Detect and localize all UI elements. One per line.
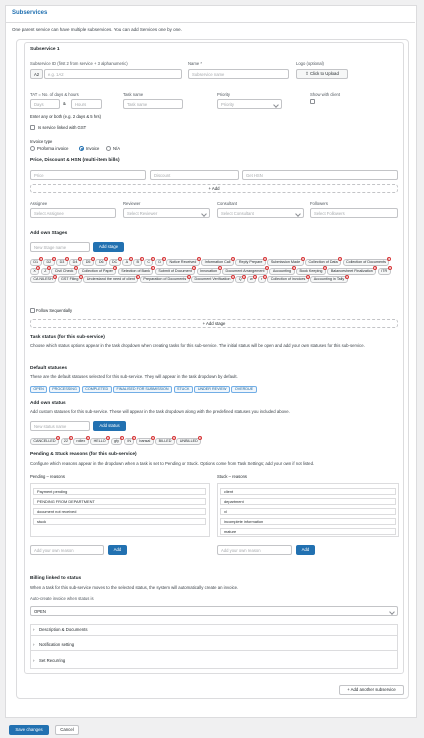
chip-label: D5 bbox=[85, 260, 91, 264]
assignee-select[interactable]: Select Assignee bbox=[30, 208, 116, 218]
stage-chip bbox=[83, 276, 138, 283]
chip-label: Understand the need of client bbox=[86, 277, 135, 282]
invoice-option-invoice: Invoice bbox=[86, 146, 100, 151]
add-stuck-reason-button[interactable]: Add bbox=[296, 545, 315, 555]
price-heading: Price, Discount & HSN (multi-item bills) bbox=[30, 158, 120, 163]
upload-logo-button[interactable] bbox=[296, 69, 348, 79]
reason-item[interactable]: client bbox=[220, 488, 396, 495]
reviewer-label: Reviewer bbox=[123, 201, 141, 206]
chip-label: CA NILESH bbox=[33, 277, 53, 282]
tat-ampersand: & bbox=[63, 101, 66, 106]
chip-label: GST Filing bbox=[61, 277, 79, 282]
tat-hours-input[interactable]: Hours bbox=[71, 99, 102, 109]
save-changes-button[interactable]: Save changes bbox=[9, 725, 49, 735]
remove-chip-icon[interactable]: × bbox=[114, 266, 117, 270]
stage-chip bbox=[78, 268, 116, 275]
tat-label: TAT = No. of days & hours bbox=[30, 92, 79, 97]
stage-chip bbox=[176, 438, 201, 445]
reason-item[interactable]: incomplete information bbox=[220, 518, 396, 525]
stage-chip bbox=[343, 259, 390, 266]
stage-chip bbox=[267, 259, 303, 266]
remove-chip-icon[interactable]: × bbox=[107, 436, 110, 441]
own-status-desc: Add custom statuses for this sub-service. These will appear in the task dropdown along with the predefined statuses you included above. bbox=[30, 409, 290, 414]
remove-chip-icon[interactable]: × bbox=[199, 436, 202, 441]
subservice-title: Subservice 1 bbox=[30, 47, 60, 52]
remove-chip-icon[interactable]: × bbox=[345, 274, 348, 279]
chip-label: X bbox=[33, 268, 36, 273]
chip-label: STUCK bbox=[176, 387, 190, 391]
stage-chip bbox=[69, 259, 81, 266]
remove-chip-icon[interactable]: × bbox=[162, 257, 165, 262]
subservice-id-label: Subservice ID (first 2 from service + 3 alphanumeric) bbox=[30, 61, 128, 66]
stage-chip bbox=[269, 268, 294, 275]
chip-label: A bbox=[125, 260, 129, 264]
stage-chip bbox=[133, 259, 142, 266]
reason-item[interactable]: PENDING FROM DEPARTMENT bbox=[33, 498, 206, 505]
accordion-notification[interactable] bbox=[30, 639, 398, 651]
chip-label: Selection of Bank bbox=[121, 268, 150, 273]
remove-chip-icon[interactable]: × bbox=[79, 257, 81, 262]
remove-chip-icon[interactable]: × bbox=[54, 274, 57, 279]
chip-label: OVERDUE bbox=[234, 387, 254, 391]
chip-label: DC bbox=[111, 260, 118, 264]
accordion-description[interactable] bbox=[30, 624, 398, 636]
chip-label: Accounting bbox=[272, 268, 292, 273]
add-price-row-button[interactable]: + Add bbox=[30, 184, 398, 193]
priority-label: Priority bbox=[217, 92, 231, 97]
show-client-label: Show with client bbox=[310, 92, 341, 97]
logo-label: Logo (optional) bbox=[296, 61, 324, 66]
remove-chip-icon[interactable]: × bbox=[374, 266, 377, 270]
remove-chip-icon[interactable]: × bbox=[307, 274, 309, 279]
status-chip bbox=[231, 386, 256, 393]
stage-chip bbox=[267, 276, 308, 283]
reason-item[interactable]: xl bbox=[220, 508, 396, 515]
reason-item[interactable]: stuck bbox=[33, 518, 206, 525]
status-chip bbox=[174, 386, 193, 393]
cancel-button[interactable]: Cancel bbox=[55, 725, 79, 735]
stage-chip bbox=[90, 438, 109, 445]
gst-label: Is service linked with GST bbox=[38, 125, 87, 130]
name-input[interactable]: Subservice name bbox=[188, 69, 289, 79]
remove-chip-icon[interactable]: × bbox=[37, 266, 40, 270]
chip-label: Balancesheet Finalization bbox=[330, 268, 373, 273]
follow-sequentially-label: Follow Sequentially bbox=[36, 308, 73, 313]
status-chip bbox=[194, 386, 229, 393]
accordion-recurring[interactable] bbox=[30, 655, 398, 667]
stage-chip bbox=[30, 259, 42, 266]
stage-chip bbox=[111, 438, 123, 445]
default-status-heading: Default statuses bbox=[30, 366, 68, 371]
remove-chip-icon[interactable]: × bbox=[52, 257, 55, 262]
chip-label: Accounting in Tally bbox=[313, 277, 345, 282]
add-another-subservice-button[interactable]: + Add another subservice bbox=[339, 685, 404, 695]
remove-chip-icon[interactable]: × bbox=[264, 274, 266, 279]
show-client-checkbox[interactable] bbox=[310, 99, 315, 104]
reviewer-select[interactable]: Select Reviewer bbox=[123, 208, 210, 218]
chip-label: UNBILLED bbox=[179, 439, 198, 443]
remove-chip-icon[interactable]: × bbox=[232, 257, 234, 262]
stage-chip bbox=[140, 276, 190, 283]
own-status-heading: Add own status bbox=[30, 401, 66, 406]
divider bbox=[5, 22, 415, 23]
price-input[interactable]: Price bbox=[30, 170, 146, 180]
stage-chip bbox=[109, 259, 121, 266]
stage-chip bbox=[191, 276, 234, 283]
stage-chip bbox=[155, 259, 164, 266]
remove-chip-icon[interactable]: × bbox=[48, 266, 50, 270]
remove-chip-icon[interactable]: × bbox=[151, 436, 154, 441]
chevron-right-icon: › bbox=[33, 642, 35, 647]
stage-chip bbox=[201, 259, 234, 266]
stage-chip bbox=[235, 276, 245, 283]
followers-select[interactable]: Select Followers bbox=[310, 208, 398, 218]
name-label: Name * bbox=[188, 61, 202, 66]
reason-item[interactable]: Payment pending bbox=[33, 488, 206, 495]
remove-chip-icon[interactable]: × bbox=[266, 266, 268, 270]
invoice-radio-proforma[interactable] bbox=[30, 146, 35, 151]
stage-chip bbox=[166, 259, 200, 266]
consultant-label: Consultant bbox=[217, 201, 238, 206]
upload-icon: ⇪ bbox=[305, 71, 310, 76]
stage-chip bbox=[61, 438, 72, 445]
remove-chip-icon[interactable]: × bbox=[187, 274, 190, 279]
stage-chip bbox=[197, 268, 221, 275]
remove-chip-icon[interactable]: × bbox=[301, 257, 304, 262]
chevron-right-icon: › bbox=[33, 627, 35, 632]
default-status-list bbox=[30, 386, 400, 393]
stage-chip bbox=[310, 276, 347, 283]
assignee-label: Assignee bbox=[30, 201, 48, 206]
stage-chip bbox=[296, 268, 326, 275]
pending-desc: Configure which reasons appear in the dropdown when a task is set to Pending or Stuck. Options come from Task Settings; add your own if not listed. bbox=[30, 461, 315, 466]
status-chip bbox=[30, 386, 47, 393]
remove-chip-icon[interactable]: × bbox=[69, 436, 72, 441]
remove-chip-icon[interactable]: × bbox=[218, 266, 221, 270]
status-name-input[interactable]: New status name bbox=[30, 421, 90, 431]
remove-chip-icon[interactable]: × bbox=[92, 257, 94, 262]
chip-label: UNDER REVIEW bbox=[197, 387, 227, 391]
billing-desc: When a task for this sub-service moves to the selected status, the system will automatically create an invoice. bbox=[30, 585, 239, 590]
remove-chip-icon[interactable]: × bbox=[324, 266, 326, 270]
chip-label: Q bbox=[238, 277, 242, 282]
billing-heading: Billing linked to status bbox=[30, 576, 82, 581]
chevron-right-icon: › bbox=[33, 658, 35, 663]
stage-chip bbox=[30, 276, 56, 283]
chip-label: Book Keeping bbox=[299, 268, 323, 273]
add-stage-button[interactable]: Add stage bbox=[93, 242, 124, 252]
stage-chip bbox=[30, 268, 39, 275]
stuck-reasons-label: Stuck – reasons bbox=[217, 474, 248, 479]
stage-chip bbox=[122, 259, 131, 266]
remove-chip-icon[interactable]: × bbox=[65, 257, 68, 262]
chip-label: D3 bbox=[59, 260, 65, 264]
remove-chip-icon[interactable]: × bbox=[132, 436, 135, 441]
follow-sequentially-checkbox[interactable] bbox=[30, 308, 35, 313]
gst-checkbox[interactable] bbox=[30, 125, 35, 130]
chip-label: Document Verification bbox=[194, 277, 231, 282]
hsn-input[interactable]: Get HSN bbox=[242, 170, 398, 180]
stage-chip bbox=[327, 268, 376, 275]
tat-days-input[interactable]: Days bbox=[30, 99, 60, 109]
stage-chip bbox=[222, 268, 268, 275]
stage-name-input[interactable]: New Stage name bbox=[30, 242, 90, 252]
remove-chip-icon[interactable]: × bbox=[118, 257, 121, 262]
stage-chip bbox=[58, 276, 82, 283]
default-status-desc: These are the default statuses selected for this sub-service. They will appear in the task dropdown by default. bbox=[30, 374, 238, 379]
remove-chip-icon[interactable]: × bbox=[232, 274, 234, 279]
remove-chip-icon[interactable]: × bbox=[136, 274, 139, 279]
chip-label: Information Call bbox=[204, 260, 231, 264]
chip-label: Document Arrangement bbox=[225, 268, 265, 273]
chip-label: rollex bbox=[76, 439, 86, 443]
chip-label: PROCESSING bbox=[52, 387, 77, 391]
reason-item[interactable]: department bbox=[220, 498, 396, 505]
task-name-label: Task name bbox=[123, 92, 144, 97]
remove-chip-icon[interactable]: × bbox=[57, 436, 59, 441]
chip-label: Collection of invoices bbox=[270, 277, 306, 282]
chip-label: Z bbox=[44, 268, 47, 273]
invoice-type-label: Invoice type bbox=[30, 139, 53, 144]
chip-label: D bbox=[158, 260, 162, 264]
chip-label: D1 bbox=[33, 260, 39, 264]
remove-chip-icon[interactable]: × bbox=[292, 266, 295, 270]
priority-select[interactable]: Priority bbox=[217, 99, 282, 109]
chip-label: w bbox=[250, 277, 253, 282]
chip-label: gfy bbox=[114, 439, 119, 443]
add-stage-dashed-button[interactable]: + Add stage bbox=[30, 319, 398, 328]
stage-chip bbox=[235, 259, 265, 266]
stage-chip bbox=[247, 276, 256, 283]
stage-chip bbox=[378, 268, 391, 275]
remove-chip-icon[interactable]: × bbox=[254, 274, 257, 279]
chip-label: Submit of Document bbox=[158, 268, 192, 273]
status-chip bbox=[113, 386, 172, 393]
invoice-option-na: N/A bbox=[113, 146, 120, 151]
chip-label: Preparation of Documents bbox=[143, 277, 187, 282]
remove-chip-icon[interactable]: × bbox=[339, 257, 342, 262]
chip-label: bansal bbox=[139, 439, 151, 443]
task-status-desc: Choose which status options appear in the task dropdown when creating tasks for this sub-service. The initial status will be open and add your own statuses for this sub-service. bbox=[30, 343, 365, 348]
stages-heading: Add own Stages bbox=[30, 231, 68, 236]
chip-label: ITR bbox=[381, 268, 388, 273]
subservice-id-prefix: A2 bbox=[30, 69, 43, 79]
chip-label: BILLED bbox=[158, 439, 172, 443]
chip-label: D4 bbox=[72, 260, 78, 264]
chip-label: C bbox=[147, 260, 151, 264]
page-title: Subservices bbox=[12, 10, 48, 16]
stage-chip bbox=[136, 438, 154, 445]
chip-label: Collection of Paper bbox=[81, 268, 113, 273]
stage-chip bbox=[51, 268, 76, 275]
accordion-description-label: Description & Documents bbox=[39, 627, 88, 632]
stage-chip bbox=[73, 438, 89, 445]
pending-heading: Pending & Stuck reasons (for this sub-service) bbox=[30, 452, 137, 457]
remove-chip-icon[interactable]: × bbox=[129, 257, 132, 262]
remove-chip-icon[interactable]: × bbox=[173, 436, 175, 441]
chip-label: B bbox=[136, 260, 139, 264]
invoice-option-proforma: Proforma invoice bbox=[37, 146, 69, 151]
stage-chip bbox=[258, 276, 266, 283]
subservice-id-input[interactable]: e.g. 1A2 bbox=[44, 69, 182, 79]
accordion-notification-label: Notification setting bbox=[39, 642, 75, 647]
stage-chip bbox=[82, 259, 94, 266]
stage-chip bbox=[155, 438, 175, 445]
stage-chip bbox=[41, 268, 50, 275]
remove-chip-icon[interactable]: × bbox=[388, 266, 391, 270]
auto-invoice-select[interactable]: OPEN bbox=[30, 606, 398, 616]
invoice-radio-na[interactable] bbox=[106, 146, 111, 151]
chip-label: r bbox=[261, 277, 263, 282]
status-chip bbox=[49, 386, 80, 393]
chip-label: FINALISED FOR SUBMISSION bbox=[116, 387, 169, 391]
chip-label: COMPLETED bbox=[85, 387, 109, 391]
chip-label: D6 bbox=[98, 260, 104, 264]
pending-reasons-label: Pending – reasons bbox=[30, 474, 65, 479]
chip-label: Collection of Documents bbox=[346, 260, 386, 264]
add-status-button[interactable]: Add status bbox=[93, 421, 126, 431]
stuck-reason-input[interactable]: Add your own reason bbox=[217, 545, 292, 555]
remove-chip-icon[interactable]: × bbox=[86, 436, 89, 441]
stage-chip bbox=[95, 259, 107, 266]
remove-chip-icon[interactable]: × bbox=[264, 257, 266, 262]
pending-reason-input[interactable]: Add your own reason bbox=[30, 545, 104, 555]
chip-label: Submission Made bbox=[270, 260, 301, 264]
chip-label: Collection of Data bbox=[308, 260, 338, 264]
remove-chip-icon[interactable]: × bbox=[80, 274, 82, 279]
add-pending-reason-button[interactable]: Add bbox=[108, 545, 127, 555]
chip-label: HELLO bbox=[93, 439, 106, 443]
reason-item[interactable]: document not received bbox=[33, 508, 206, 515]
remove-chip-icon[interactable]: × bbox=[75, 266, 77, 270]
remove-chip-icon[interactable]: × bbox=[105, 257, 108, 262]
tat-hint: Enter any or both (e.g. 2 days & 5 hrs) bbox=[30, 114, 101, 119]
remove-chip-icon[interactable]: × bbox=[243, 274, 246, 279]
stage-chip bbox=[56, 259, 68, 266]
remove-chip-icon[interactable]: × bbox=[193, 266, 196, 270]
consultant-select[interactable]: Select Consultant bbox=[217, 208, 304, 218]
chip-label: Innovation bbox=[200, 268, 218, 273]
page-intro: One parent service can have multiple subservices. You can add Services one by one. bbox=[12, 27, 182, 32]
chip-label: IN bbox=[127, 439, 132, 443]
upload-logo-label: Click to Upload bbox=[309, 71, 339, 76]
remove-chip-icon[interactable]: × bbox=[387, 257, 390, 262]
chip-label: D2 bbox=[46, 260, 52, 264]
task-status-heading: Task status (for this sub-service) bbox=[30, 335, 105, 340]
stage-chip-list bbox=[30, 259, 400, 283]
chip-label: Reply Prepare bbox=[238, 260, 263, 264]
stage-chip bbox=[144, 259, 153, 266]
accordion-recurring-label: Set Recurring bbox=[39, 658, 66, 663]
stage-chip bbox=[30, 438, 59, 445]
status-chip bbox=[82, 386, 112, 393]
remove-chip-icon[interactable]: × bbox=[151, 266, 154, 270]
chip-label: CANCELLED bbox=[33, 439, 56, 443]
remove-chip-icon[interactable]: × bbox=[197, 257, 200, 262]
remove-chip-icon[interactable]: × bbox=[39, 257, 42, 262]
chip-label: Civil Check bbox=[54, 268, 74, 273]
remove-chip-icon[interactable]: × bbox=[140, 257, 143, 262]
chip-label: OPEN bbox=[33, 387, 44, 391]
discount-input[interactable]: Discount bbox=[150, 170, 239, 180]
followers-label: Followers bbox=[310, 201, 328, 206]
stage-chip bbox=[118, 268, 153, 275]
auto-invoice-label: Auto-create invoice when status is bbox=[30, 596, 94, 601]
stage-chip bbox=[124, 438, 134, 445]
task-name-input[interactable]: Task name bbox=[123, 99, 183, 109]
chip-label: Notice Received bbox=[169, 260, 197, 264]
remove-chip-icon[interactable]: × bbox=[151, 257, 154, 262]
reason-item[interactable]: mature bbox=[220, 528, 396, 535]
remove-chip-icon[interactable]: × bbox=[120, 436, 123, 441]
chip-label: 22 bbox=[63, 439, 69, 443]
own-status-list bbox=[30, 438, 400, 445]
stage-chip bbox=[305, 259, 341, 266]
stage-chip bbox=[155, 268, 195, 275]
stage-chip bbox=[43, 259, 55, 266]
invoice-radio-invoice[interactable] bbox=[79, 146, 84, 151]
